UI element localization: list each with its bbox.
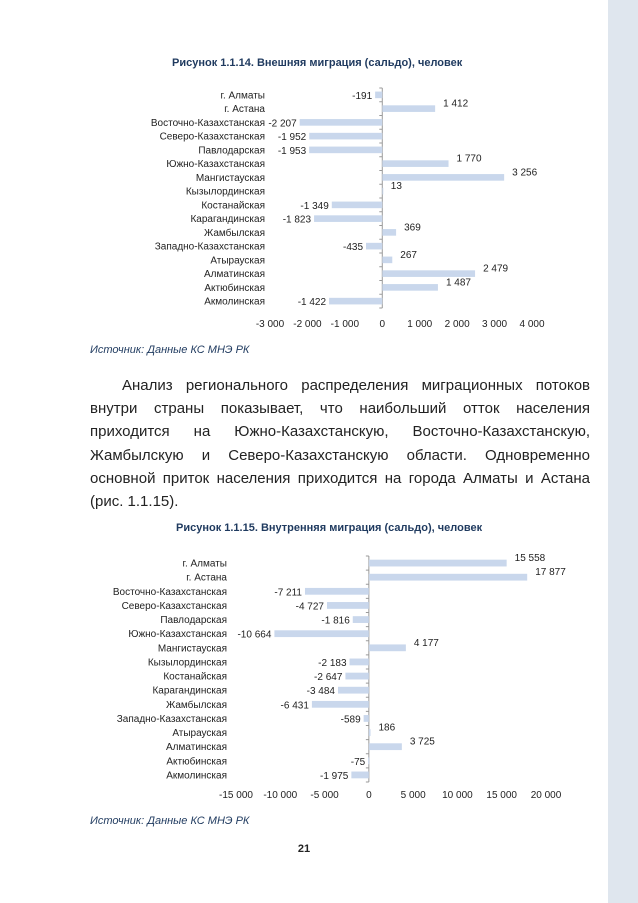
chart-2-title: Рисунок 1.1.15. Внутренняя миграция (сальдо), человек — [176, 522, 483, 534]
data-label: -4 727 — [295, 601, 324, 613]
data-label: -589 — [340, 714, 361, 726]
bar — [338, 687, 369, 694]
category-label: Костанайская — [201, 200, 265, 212]
data-label: -7 211 — [274, 587, 302, 599]
data-label: 3 256 — [512, 167, 538, 179]
data-label: -6 431 — [280, 700, 309, 712]
category-label: Алматинская — [166, 742, 227, 754]
data-label: 1 770 — [456, 153, 482, 165]
x-tick-label: 10 000 — [442, 790, 473, 801]
x-tick-label: 5 000 — [400, 790, 426, 801]
category-label: Алматинская — [204, 269, 265, 281]
data-label: 186 — [378, 722, 396, 734]
data-label: -2 183 — [318, 657, 347, 669]
category-label: г. Алматы — [220, 90, 265, 102]
category-label: Костанайская — [163, 671, 227, 683]
bar — [312, 701, 369, 708]
bar — [350, 659, 369, 666]
category-label: г. Астана — [224, 104, 265, 116]
bar — [369, 560, 507, 567]
category-label: Кызылординская — [147, 657, 227, 669]
data-label: -2 647 — [314, 672, 343, 684]
category-label: Кызылординская — [185, 186, 265, 198]
data-label: 1 487 — [445, 277, 471, 289]
bar — [274, 630, 368, 637]
data-label: -1 975 — [320, 770, 349, 782]
bar — [368, 757, 369, 764]
bar — [369, 574, 527, 581]
category-label: Восточно-Казахстанская — [150, 117, 265, 129]
chart-1-title: Рисунок 1.1.14. Внешняя миграция (сальдо), человек — [172, 57, 463, 69]
category-label: Павлодарская — [160, 615, 227, 627]
bar — [353, 616, 369, 623]
bar — [369, 729, 371, 736]
data-label: -1 953 — [277, 145, 307, 157]
category-label: Актюбинская — [204, 282, 265, 294]
category-label: Актюбинская — [166, 756, 227, 768]
page-side-strip — [608, 0, 638, 903]
data-label: 4 177 — [413, 637, 439, 649]
x-tick-label: 15 000 — [486, 790, 518, 801]
x-tick-label: -15 000 — [219, 790, 253, 801]
bar — [327, 602, 369, 609]
category-label: Карагандинская — [152, 685, 227, 697]
bar — [351, 772, 368, 779]
page-number: 21 — [297, 843, 311, 855]
chart-2-source: Источник: Данные КС МНЭ РК — [90, 815, 250, 827]
category-label: Павлодарская — [198, 145, 265, 157]
category-label: Западно-Казахстанская — [154, 241, 265, 253]
x-tick-label: -10 000 — [263, 790, 298, 801]
category-label: Северо-Казахстанская — [159, 131, 265, 143]
category-label: Южно-Казахстанская — [166, 159, 265, 171]
bar — [369, 743, 402, 750]
category-label: Атырауская — [172, 728, 227, 740]
x-tick-label: -2 000 — [293, 319, 322, 330]
category-label: Западно-Казахстанская — [116, 713, 227, 725]
x-tick-label: 1 000 — [407, 319, 433, 330]
category-label: Восточно-Казахстанская — [112, 586, 227, 598]
category-label: Акмолинская — [204, 296, 265, 308]
x-tick-label: 0 — [379, 319, 386, 330]
x-tick-label: -3 000 — [255, 319, 285, 330]
x-tick-label: -5 000 — [310, 790, 339, 801]
category-label: Мангистауская — [195, 172, 265, 184]
data-label: -1 816 — [321, 615, 350, 627]
data-label: -10 664 — [237, 629, 272, 641]
data-label: -191 — [352, 90, 373, 102]
data-label: -1 349 — [300, 200, 329, 212]
category-label: Мангистауская — [157, 643, 227, 655]
category-label: г. Алматы — [182, 558, 227, 570]
bar — [369, 644, 406, 651]
bar — [364, 715, 369, 722]
data-label: -1 823 — [282, 214, 312, 226]
x-tick-label: 20 000 — [530, 790, 562, 801]
category-label: Карагандинская — [190, 214, 265, 226]
category-label: Южно-Казахстанская — [128, 629, 227, 641]
x-tick-label: 0 — [366, 790, 372, 801]
x-tick-label: 3 000 — [482, 319, 508, 330]
data-label: 13 — [390, 181, 402, 193]
category-label: Атырауская — [210, 255, 265, 267]
data-label: 17 877 — [535, 567, 566, 579]
category-label: Жамбылская — [166, 699, 227, 711]
data-label: -435 — [342, 242, 364, 254]
category-label: Северо-Казахстанская — [121, 600, 227, 612]
data-label: 1 412 — [443, 98, 469, 110]
paragraph-text: Анализ регионального распределения миграционных потоков внутри страны показывает, что наибольший отток населения приходится на Южно-Казахстанскую, Восточно-Казахстанскую, Жамбылскую и Северо-Казахстанскую области. Одновременно основной приток населения приходится на города Алматы и Астана (рис. 1.1.15). — [90, 377, 590, 511]
data-label: 2 479 — [483, 263, 509, 275]
category-label: г. Астана — [186, 572, 227, 584]
data-label: -75 — [350, 756, 366, 768]
bar — [345, 673, 368, 680]
chart-1-source: Источник: Данные КС МНЭ РК — [90, 344, 250, 356]
data-label: 3 725 — [409, 736, 435, 748]
x-tick-label: 2 000 — [444, 319, 470, 330]
data-label: -1 422 — [297, 297, 327, 309]
data-label: 369 — [404, 222, 421, 234]
category-label: Акмолинская — [166, 770, 227, 782]
data-label: 267 — [400, 249, 417, 261]
category-label: Жамбылская — [204, 227, 265, 239]
data-label: -2 207 — [268, 118, 297, 130]
x-tick-label: 4 000 — [519, 319, 545, 330]
data-label: -3 484 — [306, 686, 335, 698]
data-label: 15 558 — [514, 553, 546, 565]
bar — [305, 588, 369, 595]
data-label: -1 952 — [277, 132, 307, 144]
x-tick-label: -1 000 — [330, 319, 360, 330]
